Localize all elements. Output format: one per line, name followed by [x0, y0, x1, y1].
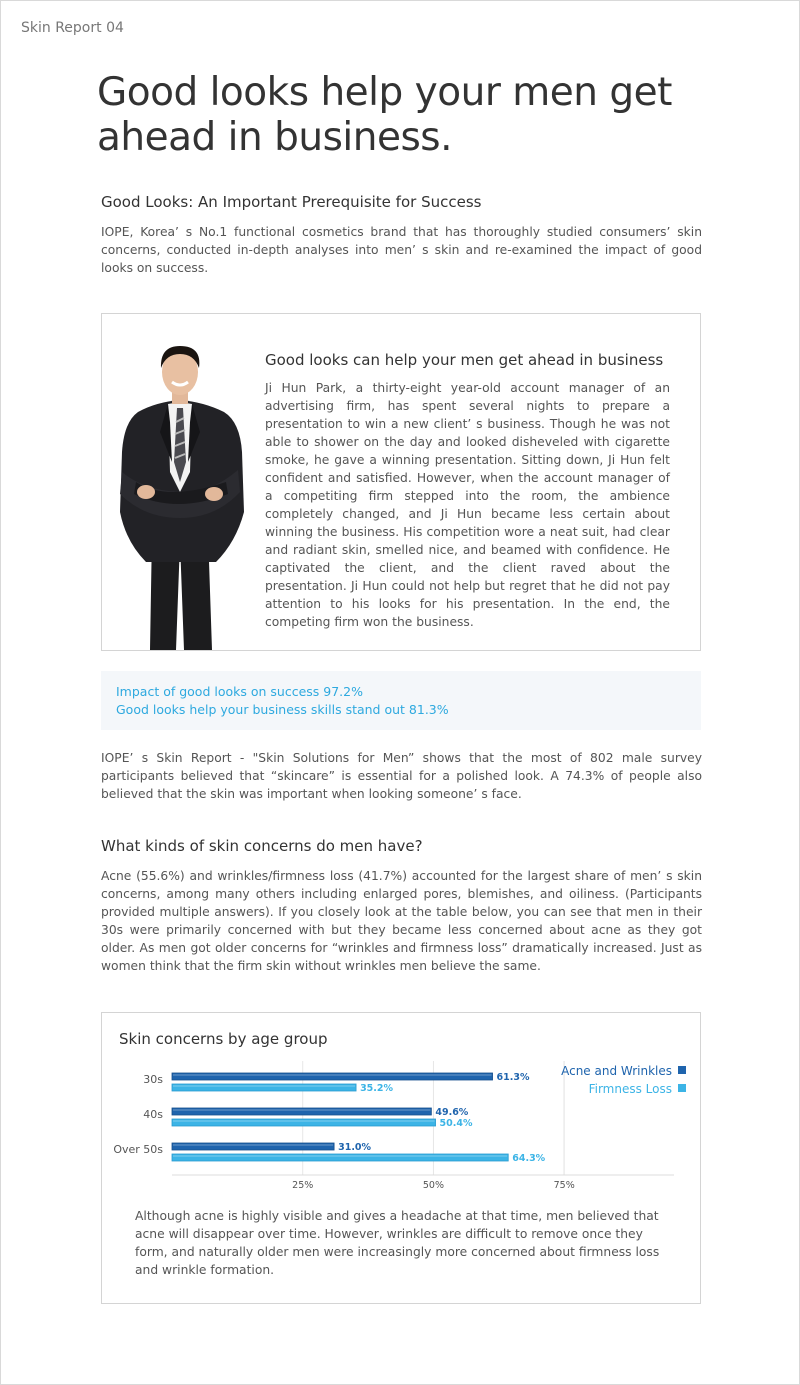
x-tick-label: 50% — [422, 1180, 445, 1191]
legend-label: Acne and Wrinkles — [561, 1064, 672, 1078]
page-title: Good looks help your men get ahead in business. — [97, 70, 672, 160]
legend-label: Firmness Loss — [588, 1082, 672, 1096]
legend-swatch — [678, 1066, 686, 1074]
data-label: 49.6% — [435, 1107, 469, 1118]
chart-caption: Although acne is highly visible and gives a headache at that time, men believed that acne will disappear over time. However, wrinkles are difficult to remove once they form, and naturally older men were increasingly more concerned about firmness loss and wrinkle formation. — [135, 1209, 660, 1277]
legend-swatch — [678, 1084, 686, 1092]
stat-business-skills: Good looks help your business skills stand out 81.3% — [116, 702, 449, 717]
bar — [172, 1108, 431, 1115]
bar — [172, 1119, 436, 1126]
intro-text: IOPE, Korea’ s No.1 functional cosmetics brand that has thoroughly studied consumers’ skin concerns, conducted in-depth analyses into men’ s skin and re-examined the impact of good looks on success. — [101, 225, 702, 275]
stat-success: Impact of good looks on success 97.2% — [116, 684, 363, 699]
category-label: 40s — [143, 1108, 163, 1121]
category-label: 30s — [143, 1073, 163, 1086]
data-label: 31.0% — [338, 1142, 372, 1153]
skin-concerns-chart — [102, 1053, 700, 1203]
data-label: 50.4% — [439, 1118, 473, 1129]
story-box — [101, 313, 701, 651]
x-tick-label: 75% — [553, 1180, 575, 1191]
bar — [172, 1084, 356, 1091]
chart-box — [101, 1012, 701, 1304]
data-label: 64.3% — [512, 1153, 546, 1164]
businessman-photo — [116, 342, 244, 650]
stats-box — [101, 671, 701, 730]
concerns-text: Acne (55.6%) and wrinkles/firmness loss (41.7%) accounted for the largest share of men’ s skin concerns, among many others including enlarged pores, blemishes, and oiliness. (Participants provided multiple answers). If you closely look at the table below, you can see that men in their 30s were primarily concerned with but they became less concerned about acne as they got older. As men got older concerns for “wrinkles and firmness loss” dramatically increased. Just as women think that the firm skin without wrinkles men believe the same. — [101, 869, 702, 973]
survey-text: IOPE’ s Skin Report - "Skin Solutions for Men” shows that the most of 802 male survey participants believed that “skincare” is essential for a polished look. A 74.3% of people also believed that the skin was important when looking someone’ s face. — [101, 751, 702, 801]
intro-heading: Good Looks: An Important Prerequisite for Success — [101, 193, 482, 211]
concerns-heading: What kinds of skin concerns do men have? — [101, 837, 423, 855]
bar — [172, 1154, 508, 1161]
bar — [172, 1143, 334, 1150]
report-tag: Skin Report 04 — [21, 20, 124, 36]
data-label: 61.3% — [496, 1072, 530, 1083]
x-tick-label: 25% — [292, 1180, 314, 1191]
chart-title: Skin concerns by age group — [119, 1030, 328, 1048]
story-heading: Good looks can help your men get ahead in business — [265, 351, 664, 369]
story-text: Ji Hun Park, a thirty-eight year-old account manager of an advertising firm, has spent several nights to prepare a presentation to win a new client’ s business. Though he was not able to shower on the day and looked disheveled with cigarette smoke, he gave a winning presentation. Sitting down, Ji Hun felt confident and satisfied. However, when the account manager of a competiting firm stepped into the room, the ambience completely changed, and Ji Hun became less certain about winning the business. His competition wore a neat suit, had clear and radiant skin, smelled nice, and beamed with confidence. He captivated the client, and the client raved about the presentation. Ji Hun could not help but regret that he did not pay attention to his looks for his presentation. In the end, the competing firm won the business. — [265, 381, 670, 629]
data-label: 35.2% — [360, 1083, 394, 1094]
category-label: Over 50s — [113, 1143, 163, 1156]
bar — [172, 1073, 493, 1080]
